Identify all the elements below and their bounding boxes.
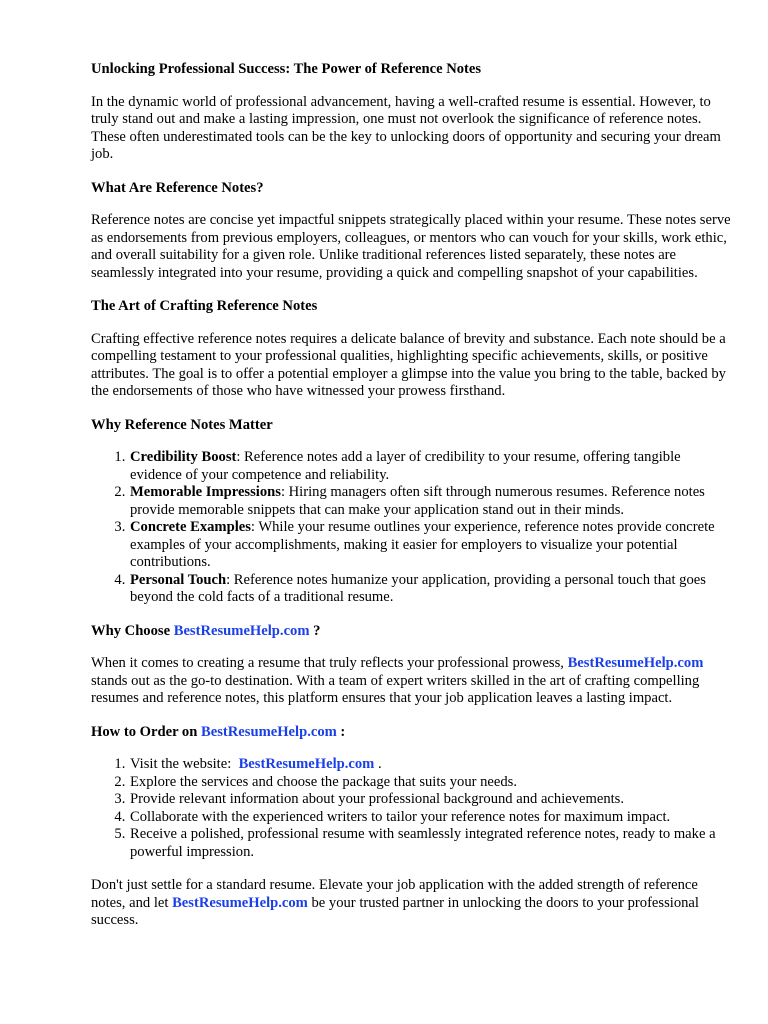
list-item-term: Concrete Examples: [130, 519, 251, 535]
list-item: 2. Explore the services and choose the package that suits your needs.: [129, 774, 731, 792]
order-steps-list: [91, 756, 731, 861]
list-item: 4. Collaborate with the experienced writers to tailor your reference notes for maximum impact.: [129, 809, 731, 827]
section-heading-what-are: What Are Reference Notes?: [91, 179, 264, 196]
body-suffix: stands out as the go-to destination. With a team of expert writers skilled in the art of crafting compelling resumes and reference notes, this platform ensures that your job application leaves a lasting impact.: [91, 672, 700, 706]
closing-suffix: be your trusted partner in unlocking the doors to your professional success.: [91, 894, 699, 928]
bestresumehelp-link[interactable]: BestResumeHelp.com: [172, 894, 308, 911]
list-item-term: Credibility Boost: [130, 449, 237, 465]
body-prefix: When it comes to creating a resume that truly reflects your professional prowess,: [91, 655, 568, 671]
list-item-text: : While your resume outlines your experience, reference notes provide concrete examples of your accomplishments, making it easier for employers to visualize your potential contributions.: [130, 519, 715, 570]
section-body-why-choose: [91, 655, 731, 708]
bestresumehelp-link[interactable]: BestResumeHelp.com: [173, 622, 310, 639]
list-item-term: Memorable Impressions: [130, 484, 281, 500]
list-item: 5. Receive a polished, professional resume with seamlessly integrated reference notes, ready to make a powerful impression.: [129, 826, 731, 861]
list-item: [129, 449, 731, 484]
list-item-text: : Reference notes humanize your application, providing a personal touch that goes beyond the cold facts of a traditional resume.: [130, 571, 706, 605]
list-item-text: : Hiring managers often sift through numerous resumes. Reference notes provide memorable snippets that can make your application stand out in their minds.: [130, 484, 705, 518]
list-item-term: Personal Touch: [130, 571, 227, 588]
list-item-text: : Reference notes add a layer of credibility to your resume, offering tangible evidence of your competence and reliability.: [130, 449, 681, 483]
bestresumehelp-link[interactable]: BestResumeHelp.com: [238, 756, 375, 772]
section-body-what-are: Reference notes are concise yet impactful snippets strategically placed within your resume. These notes serve as endorsements from previous employers, colleagues, or mentors who can vouch for your skills, work ethic, and overall suitability for a given role. Unlike traditional references listed separately, these notes are seamlessly integrated into your resume, providing a quick and compelling snapshot of your capabilities.: [91, 212, 731, 281]
bestresumehelp-link[interactable]: BestResumeHelp.com: [567, 655, 704, 671]
heading-prefix: How to Order on: [91, 723, 201, 740]
heading-suffix: :: [336, 723, 346, 740]
section-body-art-of-crafting: Crafting effective reference notes requires a delicate balance of brevity and substance. Each note should be a compelling testament to your professional qualities, highlighting specific achievements, skills, or positive attributes. The goal is to offer a potential employer a glimpse into the value you bring to the table, backed by the endorsements of those who have witnessed your prowess firsthand.: [91, 330, 726, 399]
step-suffix: .: [374, 756, 382, 772]
list-item: [129, 519, 731, 572]
why-matter-list: [91, 449, 731, 607]
document-title: Unlocking Professional Success: The Power of Reference Notes: [91, 61, 482, 77]
list-item: [129, 572, 731, 607]
document-page: [91, 61, 731, 946]
section-heading-art-of-crafting: The Art of Crafting Reference Notes: [91, 298, 318, 314]
step-prefix: Visit the website:: [130, 756, 239, 772]
heading-suffix: ?: [309, 622, 321, 639]
list-item: [129, 484, 731, 519]
intro-paragraph: In the dynamic world of professional advancement, having a well-crafted resume is essential. However, to truly stand out and make a lasting impression, one must not overlook the significance of reference notes. These often underestimated tools can be the key to unlocking doors of opportunity and securing your dream job.: [91, 93, 721, 162]
section-heading-how-to-order: [91, 724, 731, 742]
list-item: [129, 756, 731, 774]
closing-paragraph: [91, 877, 731, 930]
section-heading-why-choose: [91, 623, 731, 641]
heading-prefix: Why Choose: [91, 622, 174, 639]
bestresumehelp-link[interactable]: BestResumeHelp.com: [201, 723, 337, 740]
list-item: 3. Provide relevant information about your professional background and achievements.: [129, 791, 731, 809]
section-heading-why-matter: Why Reference Notes Matter: [91, 416, 273, 433]
closing-prefix: Don't just settle for a standard resume. Elevate your job application with the added strength of reference notes, and let: [91, 877, 698, 911]
